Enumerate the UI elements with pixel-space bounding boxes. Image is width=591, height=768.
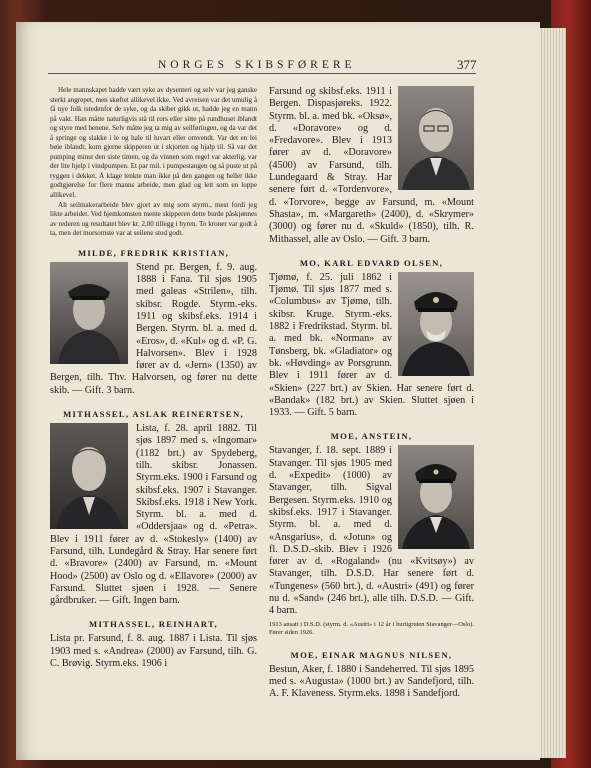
entry-name: MILDE, FREDRIK KRISTIAN, <box>77 247 230 258</box>
portrait-photo <box>398 445 474 549</box>
entry-text: Stavanger, f. 18. sept. 1889 i Stavanger. Til sjøs 1905 med d. «Expedit» (1000) av Stavanger, tilh. Sigval Bergesen. Styrm.eks. 1910 og skibsf.eks. 1917 i Stavanger. Styrm. bl. a. med d. «Ansgarius», d. «Jotun» og fl. D.S.D.-skib. Blev i 1926 fører av d. «Rogaland» (nu «Kvitsøy») av Stavanger, tilh. D.S.D. Har senere ført d. «Tungenes» (560 brt.), d. «Austri» (491) og fører nu d. «Sand» (246 brt.), alle tilh. D.S.D. — Gift. 4 barn. <box>269 445 474 617</box>
portrait-photo <box>50 423 128 529</box>
intro-paragraph: Hele mannskapet hadde vært syke av dysenteri og selv var jeg ganske sterkt angrepet, men skøftet allikevel ikke. Ved avreisen var det umulig å få nye folk istedenfor de syke, og da skibet gikk ut, hadde jeg en mann på vakt. Han måtte naturligvis stå til rors eller sitte på rundhuset iblandt og styre med benene. Selv måtte jeg ta mig av seilføringen, og da var det å springe og slakke i le og hale til luvart eller omvendt. Var det en lei bøie iblandt, kom gjerne skipperen ut i skjorten og hjalp til. Så var det pumping minst den siste timen, og da vinnen som regel var akterlig, var der lite hjelp i vindpumpen. Et par mil. i pumpestangen og så puste ut på ryggen i dekket. Å klage tenkte man ikke på den gangen og heller ikke godtgjørelse for flere manns arbeide, men glad og lett som en loppe allikevel. <box>50 86 257 200</box>
portrait-photo <box>398 272 474 376</box>
left-column <box>50 86 257 670</box>
entry-text: Lista, f. 28. april 1882. Til sjøs 1897 med s. «Ingomar» (1182 brt.) av Spydeberg, tilh. skibsr. Jonassen. Styrm.eks. 1900 i Farsund og skibsf.eks. 1907 i Stavanger. Skibsf.eks. 1918 i New York. Styrm. bl. a. med d. «Oddersjaa» og d. «Petra». Blev i 1911 fører av d. «Stokesly» (1400) av Farsund, tilh. Lundegård & Stray. Har senere ført d. «Bravore» (2400) av Farsund, m. «Mount Hood» (2500) av Oslo og d. «Ellavore» (2000) av Farsund. Sluttet sjøen i 1928. — Senere gårdbruker. — Gift. Ingen barn. <box>50 423 257 607</box>
entry-name: MOE, ANSTEIN, <box>330 431 413 442</box>
entry-name: MOE, EINAR MAGNUS NILSEN, <box>290 649 453 660</box>
entry-text: Stend pr. Bergen, f. 9. aug. 1888 i Fana. Til sjøs 1905 med galeas «Strilen», tilh. skibsr. Rogde. Styrm.-eks. 1911 og skibsf.eks. 1914 i Bergen. Styrm. bl. a. med d. «Eros», d. «Kul» og d. «P. G. Halvorsen». Blev i 1928 fører av d. «Jern» (1350) av Bergen, tilh. Thv. Halvorsen, og fører nu dette skib. — Gift. 3 barn. <box>50 261 257 396</box>
entry-text: Tjømø, f. 25. juli 1862 i Tjømø. Til sjøs 1877 med s. «Columbus» av Tjømø, tilh. skibsr. Kruge. Styrm.-eks. 1882 i Fredrikstad. Styrm. bl. a. med bk. «Norman» av Tønsberg, bk. «Gladiator» og bk. «Høvding» av Porsgrunn. Blev i 1911 fører av d. «Skien» (227 brt.) av Skien. Har senere ført d. «Bandak» (182 brt.) av Skien. Sluttet sjøen i 1933. — Gift. 5 barn. <box>269 271 474 419</box>
entry-name: MO, KARL EDVARD OLSEN, <box>299 257 444 268</box>
entry-note: 1913 ansatt i D.S.D. (styrm. d. «Austri» i 12 år i hurtigruten Stavanger—Oslo). Fører siden 1926. <box>269 620 474 637</box>
right-column <box>269 86 474 700</box>
portrait-photo <box>398 86 474 190</box>
entry-milde <box>50 262 257 397</box>
page-stack-edge <box>536 28 566 758</box>
entry-mithassel-reinhart-cont <box>269 86 474 246</box>
entry-moe-anstein <box>269 445 474 637</box>
running-title: NORGES SKIBSFØRERE <box>158 59 356 71</box>
header-rule <box>48 73 476 74</box>
entry-text: Lista pr. Farsund, f. 8. aug. 1887 i Lista. Til sjøs 1903 med s. «Andrea» (2000) av Farsund, tilh. G. C. Brøvig. Styrm.eks. 1906 i <box>50 633 257 670</box>
entry-text: Farsund og skibsf.eks. 1911 i Bergen. Dispasjøreks. 1922. Styrm. bl. a. med bk. «Oksø», d. «Doravore» og d. «Fredavore». Blev i 1913 fører av d. «Doravore» (4500) av Farsund, tilh. Lundegaard & Stray. Har senere ført d. «Tordenvore», d. «Torvore», begge av Farsund, m. «Mount Shasta», m. «Margareth» (2400), d. «Skrymer» (3000) og fører nu d. «Skuld» (1850), tilh. R. Mithassel, alle av Oslo. — Gift. 3 barn. <box>269 86 474 245</box>
entry-mithassel-aslak <box>50 423 257 607</box>
entry-mithassel-reinhart <box>50 633 257 670</box>
entry-text: Bestun, Aker, f. 1880 i Sandeherred. Til sjøs 1895 med s. «Augusta» (1000 brt.) av Sandefjord, tilh. A. F. Klaveness. Styrm.eks. 1898 i Sandefjord. <box>269 663 474 700</box>
entry-mo-karl <box>269 272 474 420</box>
portrait-photo <box>50 262 128 364</box>
intro-paragraph: Alt seilmakerarbeide blev gjort av mig som styrm., mest fordi jeg likte arbeidet. Ved hjemkomsten mente skipperen dette burde påskjønnes av rederen og resultatet blev kr. 2,00 tillegg i hyren. To kroner var godt å ta, men det morsomste var at seilene stod godt. <box>50 200 257 238</box>
intro-text <box>50 86 257 239</box>
entry-name: MITHASSEL, REINHART, <box>89 619 218 630</box>
entry-name: MITHASSEL, ASLAK REINERTSEN, <box>63 409 244 420</box>
page-number: 377 <box>457 57 477 72</box>
entry-moe-einar <box>269 664 474 701</box>
